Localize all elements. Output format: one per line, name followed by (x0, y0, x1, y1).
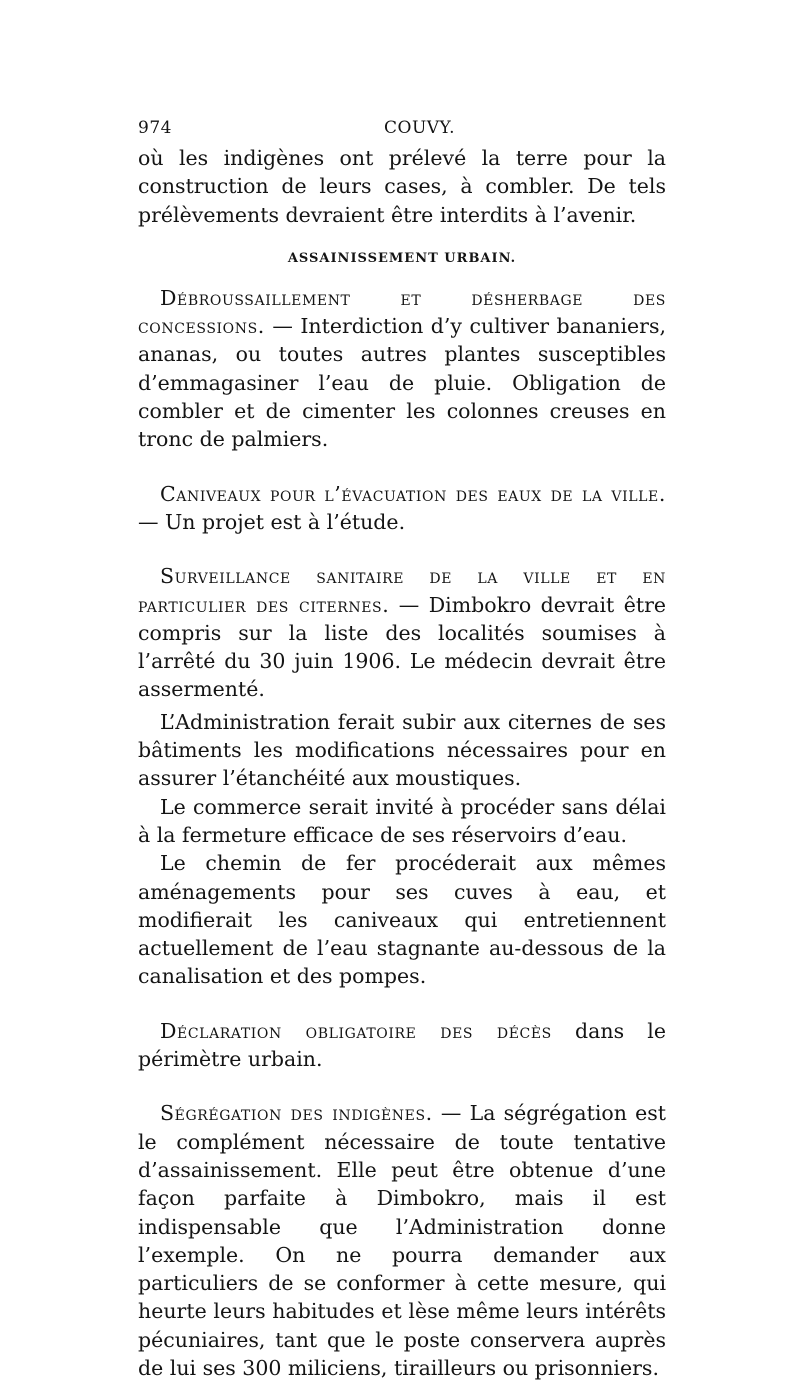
paragraph-lead: Surveillance sanitaire de la ville et en particulier des citernes. (138, 564, 666, 617)
paragraph-lead: Caniveaux pour l’évacuation des eaux de la ville. (160, 481, 666, 506)
paragraph-surveillance (138, 562, 666, 703)
paragraph-text: — Dimbokro devrait être compris sur la liste des localités soumises à l’arrêté du 30 juin 1906. Le médecin devrait être assermenté. (138, 592, 666, 702)
paragraph-administration: L’Administration ferait subir aux citernes de ses bâtiments les modifications nécessaires pour en assurer l’étanchéité aux moustiques. (138, 709, 666, 791)
paragraph-commerce: Le commerce serait invité à procéder sans délai à la fermeture efficace de ses réservoirs d’eau. (138, 794, 666, 847)
paragraph-declaration (138, 1017, 666, 1074)
paragraph-chemin-de-fer: Le chemin de fer procéderait aux mêmes aménagements pour ses cuves à eau, et modifierait les caniveaux qui entretiennent actuellement de l’eau stagnante au-dessous de la canalisation et des pompes. (138, 851, 666, 989)
paragraph-text: dans le périmètre urbain. (138, 1018, 666, 1072)
running-head (138, 118, 666, 144)
paragraph-lead: Ségrégation des indigènes. (160, 1101, 433, 1126)
paragraph-lead: Débroussaillement et désherbage des concessions. (138, 285, 666, 339)
intro-paragraph: où les indigènes ont prélevé la terre pour la construction de leurs cases, à combler. De tels prélèvements devraient être interdits à l’avenir. (138, 146, 666, 227)
page (138, 118, 666, 1382)
paragraph-caniveaux (138, 480, 666, 537)
paragraph-debroussaillement (138, 284, 666, 454)
paragraph-text: — Un projet est à l’étude. (138, 509, 406, 534)
paragraph-lead: Déclaration obligatoire des décès (160, 1018, 552, 1043)
paragraph-segregation (138, 1099, 666, 1382)
paragraph-text: — La ségrégation est le complément nécessaire de toute tentative d’assainissement. Elle peut être obtenue d’une façon parfaite à Dimbokro, mais il est indispensable que l’Administration donne l’exemple. On ne pourra demander aux particuliers de se conformer à cette mesure, qui heurte leurs habitudes et lèse même leurs intérêts pécuniaires, tant que le poste conservera auprès de lui ses 300 miliciens, tirailleurs ou prisonniers. (138, 1101, 666, 1380)
paragraph-text: — Interdiction d’y cultiver bananiers, ananas, ou toutes autres plantes susceptibles d’emmagasiner l’eau de pluie. Obligation de combler et de cimenter les colonnes creuses en tronc de palmiers. (138, 314, 666, 452)
page-number: 974 (138, 118, 172, 138)
section-heading: ASSAINISSEMENT URBAIN. (287, 250, 517, 266)
running-title: COUVY. (384, 118, 455, 138)
